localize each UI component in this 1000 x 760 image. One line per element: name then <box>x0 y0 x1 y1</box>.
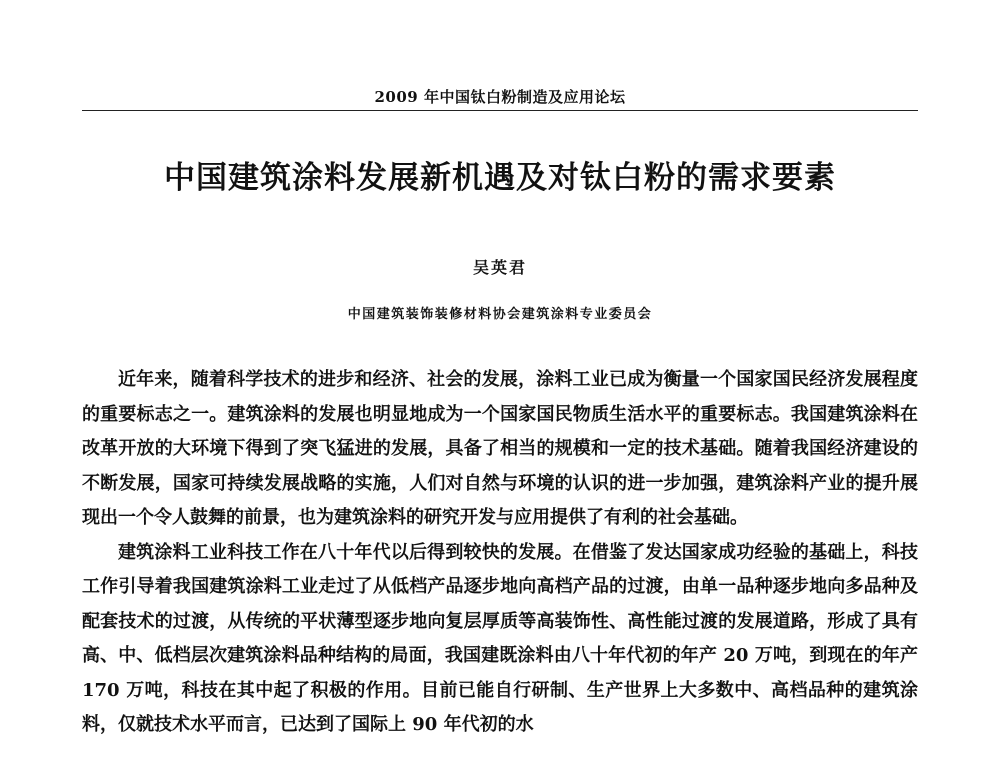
author-name: 吴英君 <box>472 258 527 277</box>
author-affiliation: 中国建筑装饰装修材料协会建筑涂料专业委员会 <box>347 307 653 322</box>
paragraph-1: 近年来，随着科学技术的进步和经济、社会的发展，涂料工业已成为衡量一个国家国民经济发展程度的重要标志之一。建筑涂料的发展也明显地成为一个国家国民物质生活水平的重要标志。我国建筑涂料在改革开放的大环境下得到了突飞猛进的发展，具备了相当的规模和一定的技术基础。随着我国经济建设的不断发展，国家可持续发展战略的实施，人们对自然与环境的认识的进一步加强，建筑涂料产业的提升展现出一个令人鼓舞的前景，也为建筑涂料的研究开发与应用提供了有利的社会基础。 <box>82 369 918 528</box>
paragraph-2: 建筑涂料工业科技工作在八十年代以后得到较快的发展。在借鉴了发达国家成功经验的基础上，科技工作引导着我国建筑涂料工业走过了从低档产品逐步地向高档产品的过渡，由单一品种逐步地向多品种及配套技术的过渡，从传统的平状薄型逐步地向复层厚质等高装饰性、高性能过渡的发展道路，形成了具有高、中、低档层次建筑涂料品种结构的局面，我国建既涂料由八十年代初的年产 20 万吨，到现在的年产 170 万吨，科技在其中起了积极的作用。目前已能自行研制、生产世界上大多数中、高档品种的建筑涂料，仅就技术水平而言，已达到了国际上 90 年代初的水 <box>82 541 918 735</box>
paper-title: 中国建筑涂料发展新机遇及对钛白粉的需求要素 <box>164 160 836 196</box>
header-rule <box>82 110 918 111</box>
running-header: 2009 年中国钛白粉制造及应用论坛 <box>374 88 626 106</box>
body-text <box>82 363 918 743</box>
